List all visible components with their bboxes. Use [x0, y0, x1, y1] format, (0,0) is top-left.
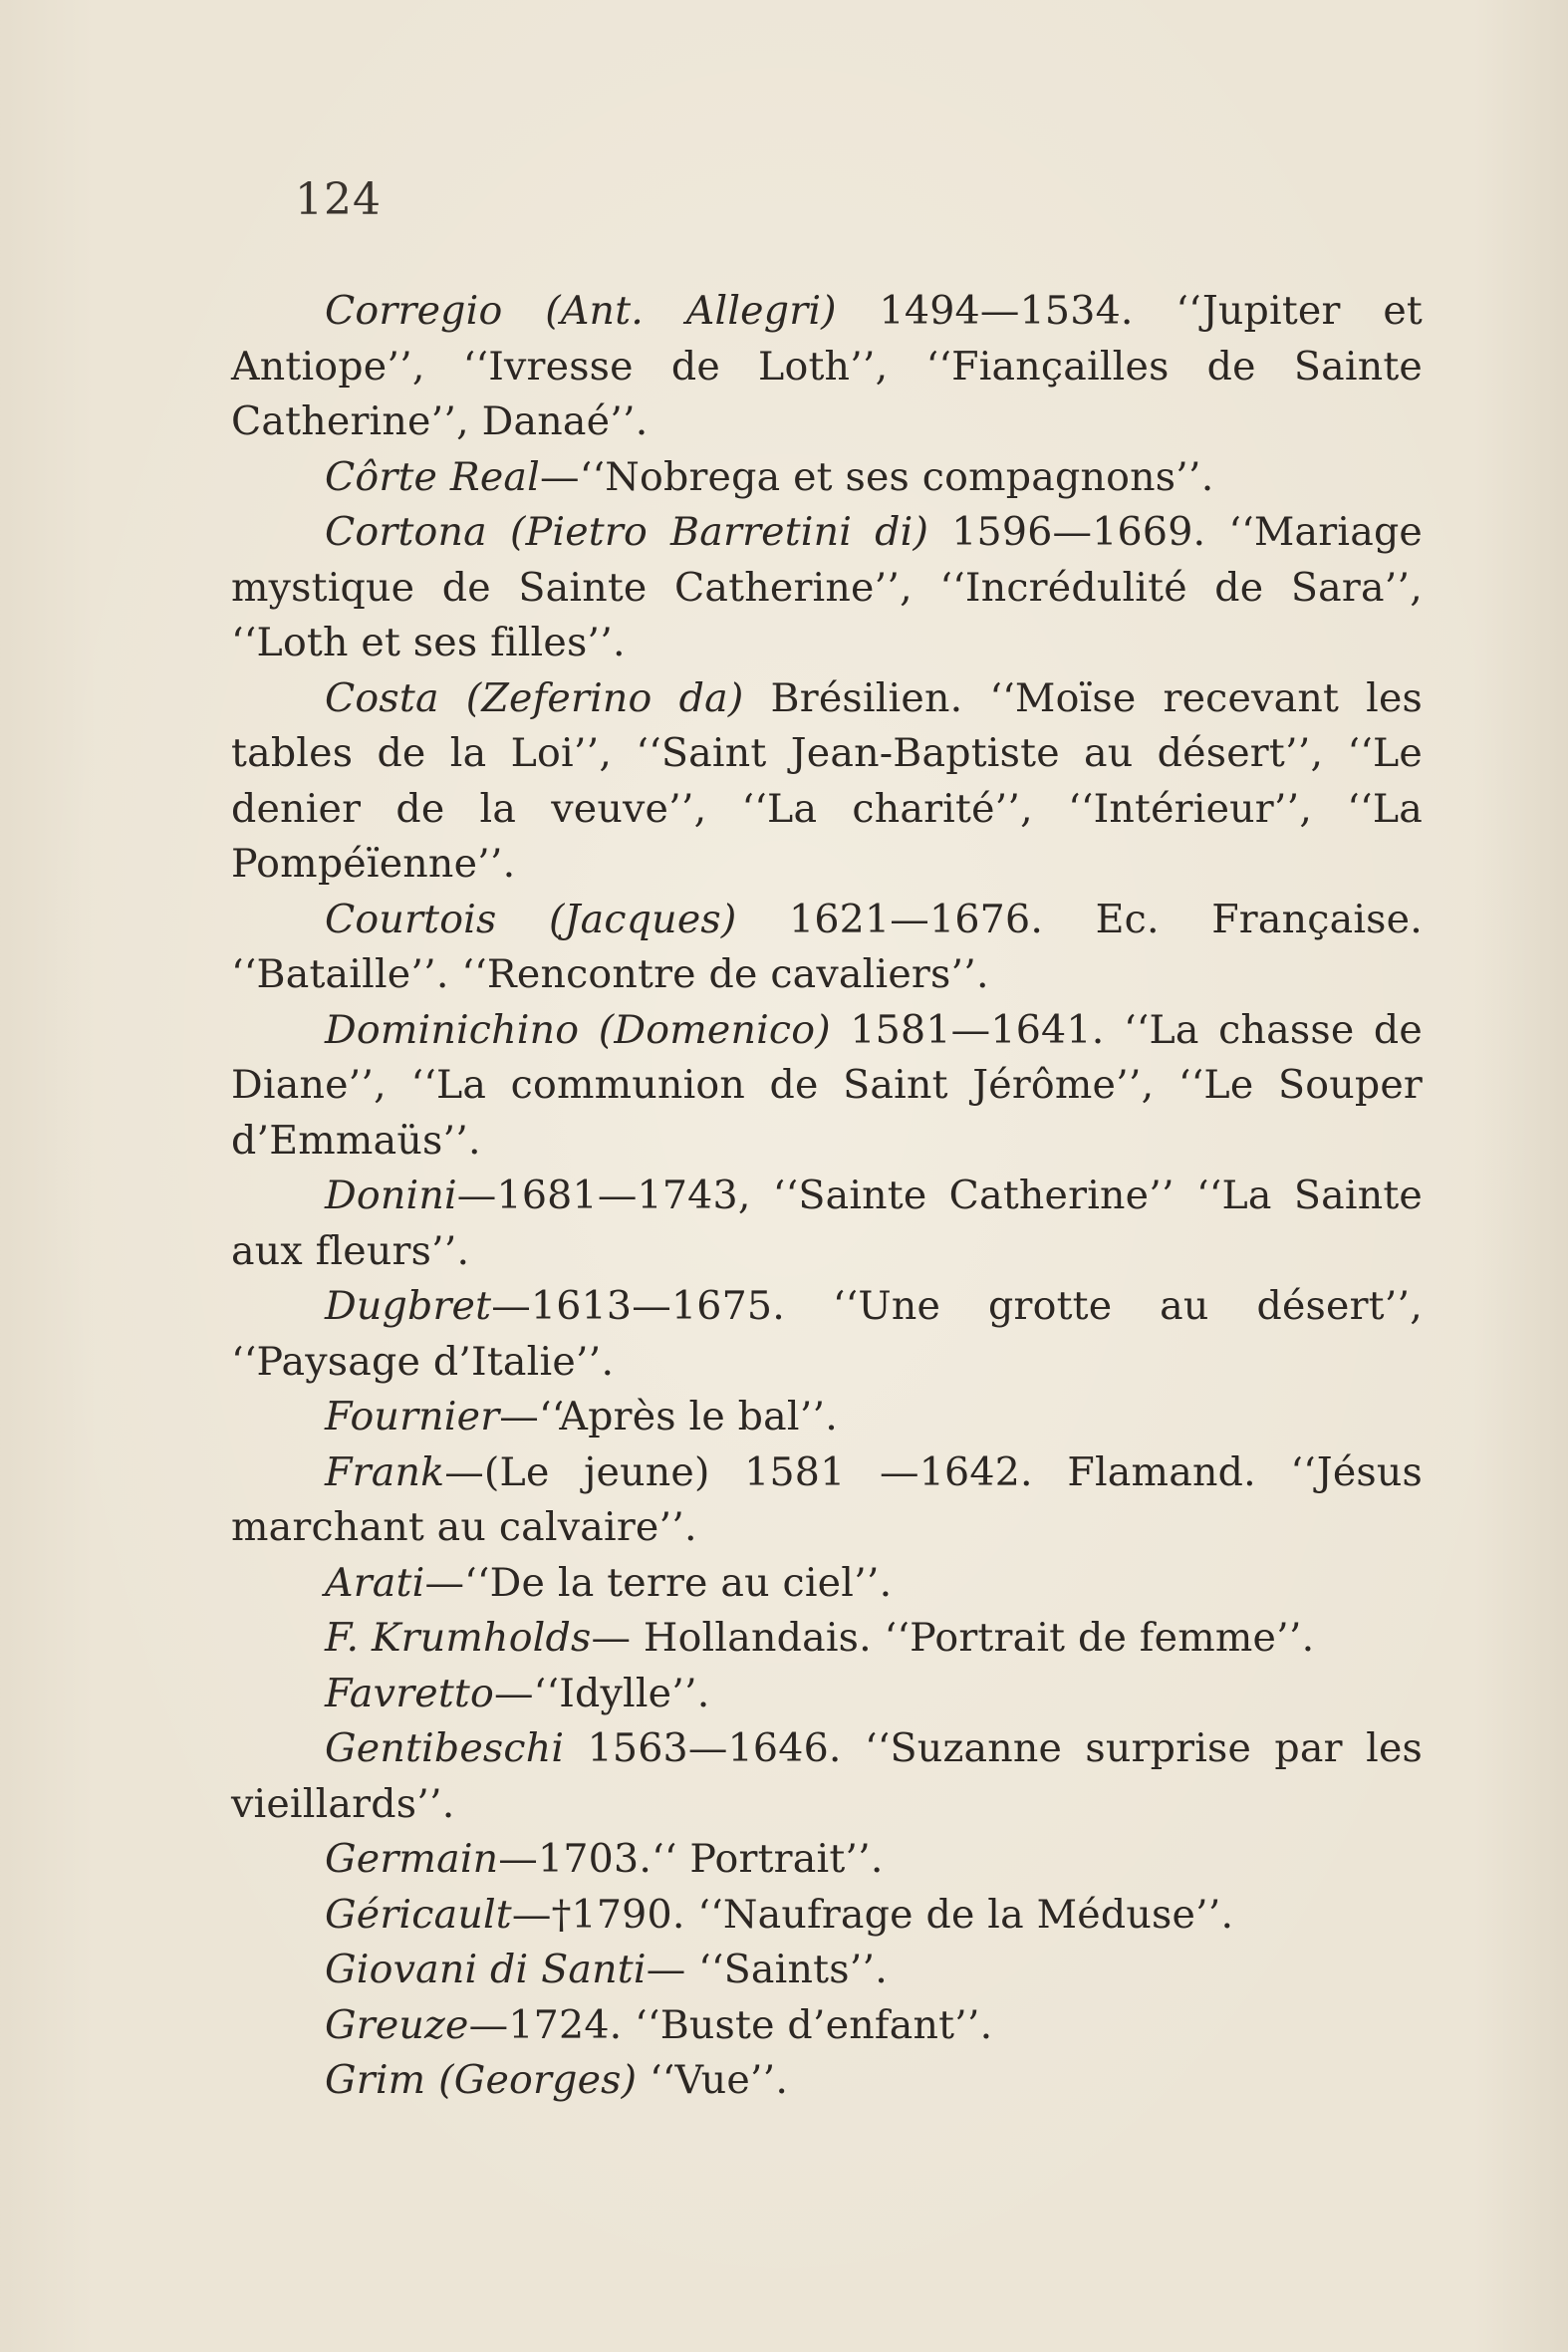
- artist-name: Cortona (Pietro Barretini di): [325, 509, 929, 555]
- entry-text: —1613—1675. ‘‘Une grotte au désert’’, ‘‘Paysage d’Italie’’.: [231, 1283, 1423, 1385]
- entry-text: —†1790. ‘‘Naufrage de la Méduse’’.: [511, 1891, 1234, 1938]
- artist-name: Dugbret: [325, 1283, 492, 1329]
- artist-name: Courtois (Jacques): [325, 896, 737, 942]
- list-entry: [231, 1279, 1423, 1390]
- list-entry: [231, 1445, 1423, 1556]
- list-entry: [231, 505, 1423, 671]
- list-entry: [231, 1003, 1423, 1170]
- artist-name: F. Krumholds: [325, 1615, 592, 1661]
- artist-name: Côrte Real: [325, 453, 540, 500]
- entry-text: —(Le jeune) 1581 —1642. Flamand. ‘‘Jésus marchant au calvaire’’.: [231, 1448, 1423, 1550]
- artist-name: Fournier: [325, 1394, 500, 1439]
- artist-name: Favretto: [325, 1670, 494, 1716]
- list-entry: [231, 2053, 1423, 2109]
- list-entry: [231, 284, 1423, 450]
- list-entry: [231, 1169, 1423, 1279]
- artist-name: Germain: [325, 1836, 499, 1882]
- entry-text: Brésilien. ‘‘Moïse recevant les tables de la Loi’’, ‘‘Saint Jean-Baptiste au désert’’, ‘‘Le denier de la veuve’’, ‘‘La charité’’, ‘‘Intérieur’’, ‘‘La Pompéïenne’’.: [231, 674, 1423, 887]
- entry-text: 1581—1641. ‘‘La chasse de Diane’’, ‘‘La communion de Saint Jérôme’’, ‘‘Le Souper d’Emmaüs’’.: [231, 1006, 1423, 1164]
- entry-text: —1681—1743, ‘‘Sainte Catherine’’ ‘‘La Sainte aux fleurs’’.: [231, 1173, 1423, 1274]
- entry-text: —‘‘Idylle’’.: [493, 1670, 710, 1716]
- artist-name: Gentibeschi: [325, 1725, 565, 1771]
- list-entry: [231, 450, 1423, 506]
- artist-name: Corregio (Ant. Allegri): [325, 288, 837, 334]
- artist-name: Frank: [325, 1448, 445, 1495]
- entry-text: 1621—1676. Ec. Française. ‘‘Bataille’’. ‘‘Rencontre de cavaliers’’.: [231, 896, 1423, 997]
- entry-text: — Hollandais. ‘‘Portrait de femme’’.: [591, 1615, 1315, 1661]
- artist-name: Dominichino (Domenico): [325, 1006, 831, 1053]
- artist-name: Grim (Georges): [325, 2057, 638, 2103]
- entry-text: 1596—1669. ‘‘Mariage mystique de Sainte Catherine’’, ‘‘Incrédulité de Sara’’, ‘‘Loth et ses filles’’.: [231, 509, 1424, 665]
- list-entry: [231, 1888, 1423, 1944]
- artist-list: [231, 284, 1423, 2109]
- entry-text: ‘‘Vue’’.: [637, 2057, 789, 2103]
- artist-name: Giovani di Santi: [325, 1947, 647, 1992]
- list-entry: [231, 1611, 1423, 1667]
- list-entry: [231, 1721, 1423, 1832]
- entry-text: —‘‘Après le bal’’.: [499, 1394, 838, 1439]
- artist-name: Géricault: [325, 1891, 512, 1938]
- artist-name: Costa (Zeferino da): [325, 674, 744, 721]
- entry-text: —1703.‘‘ Portrait’’.: [498, 1836, 884, 1882]
- entry-text: 1563—1646. ‘‘Suzanne surprise par les vieillards’’.: [231, 1725, 1423, 1827]
- list-entry: [231, 1556, 1423, 1612]
- list-entry: [231, 1998, 1423, 2054]
- list-entry: [231, 1943, 1423, 1998]
- list-entry: [231, 1832, 1423, 1888]
- artist-name: Arati: [325, 1559, 425, 1606]
- list-entry: [231, 1390, 1423, 1445]
- entry-text: — ‘‘Saints’’.: [646, 1947, 888, 1992]
- artist-name: Donini: [325, 1173, 457, 1218]
- entry-text: —‘‘Nobrega et ses compagnons’’.: [540, 453, 1214, 500]
- list-entry: [231, 1667, 1423, 1722]
- list-entry: [231, 671, 1423, 893]
- list-entry: [231, 893, 1423, 1003]
- artist-name: Greuze: [325, 2001, 469, 2048]
- page-number: 124: [295, 174, 382, 225]
- entry-text: —‘‘De la terre au ciel’’.: [424, 1559, 893, 1606]
- entry-text: 1494—1534. ‘‘Jupiter et Antiope’’, ‘‘Ivresse de Loth’’, ‘‘Fiançailles de Sainte Catherine’’, Danaé’’.: [231, 288, 1423, 444]
- entry-text: —1724. ‘‘Buste d’enfant’’.: [468, 2001, 993, 2048]
